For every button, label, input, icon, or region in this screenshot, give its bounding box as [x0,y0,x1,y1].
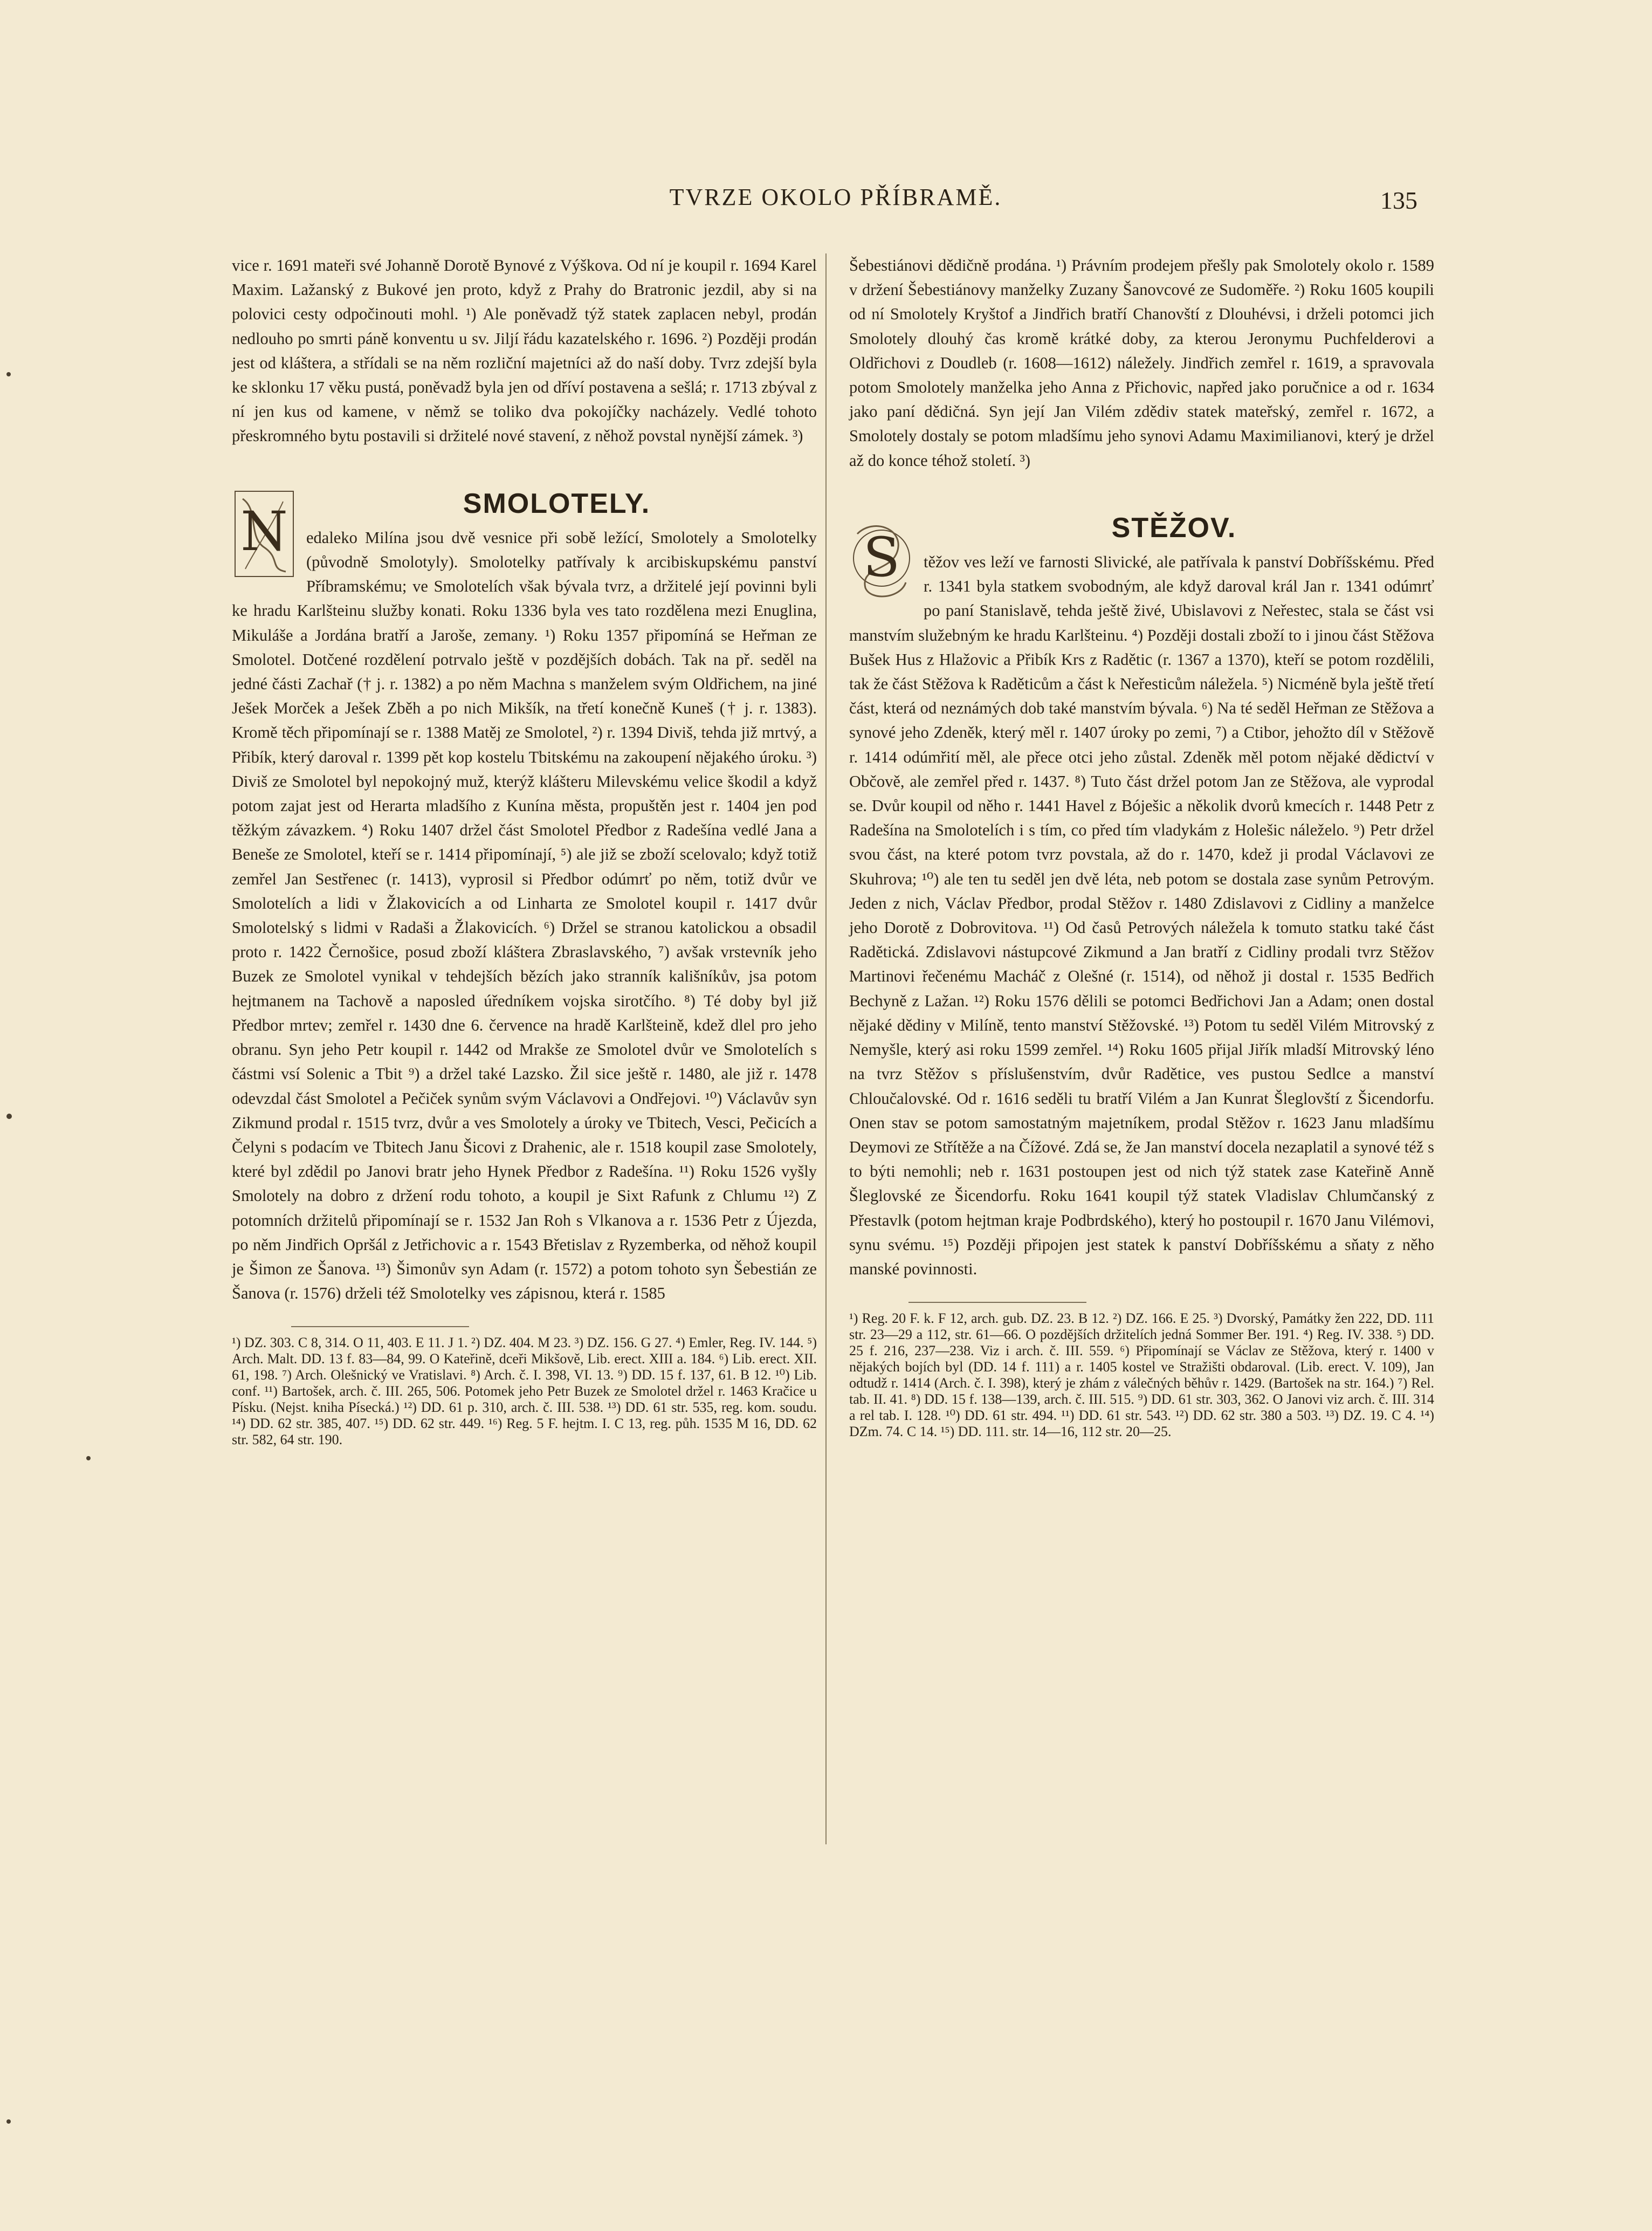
column-divider [825,253,827,1844]
margin-mark [6,2119,11,2124]
stezov-section-text: těžov ves leží ve farnosti Slivické, ale patřívala k panství Dobříšskému. Před r. 1341 byla statkem svobodným, ale když daroval král Jan r. 1341 odúmrť po paní Stanislavě, tehda ještě živé, Ubislavovi z Neřestec, stala se část vsi manstvím služebným ke hradu Karlšteinu. ⁴) Později dostali zboží to i jinou část Stěžova Bušek Hus z Hlažovic a Přibík Krs z Radětic (r. 1367 a 1370), kteří se potom rozdělili, tak že část Stěžova k Raděticům a část k Neřesticům náležela. ⁵) Nicméně byla ještě třetí část, která od neznámých dob také manstvím bývala. ⁶) Na té seděl Heřman ze Stěžova a synové jeho Zdeněk, který měl r. 1407 úroky po zemi, ⁷) a Ctibor, jehožto díl v Stěžově r. 1414 odúmřití měl, ale přece otci jeho zůstal. Zdeněk měl potom nějaké dědictví v Občově, ale zemřel před r. 1437. ⁸) Tuto část držel potom Jan ze Stěžova, ale vyprodal se. Dvůr koupil od něho r. 1441 Havel z Bóješic a několik dvorů kmecích r. 1448 Petr z Radešína na Smolotelích i s tím, co před tím vladykám z Holešic náleželo. ⁹) Petr držel svou část, na které potom tvrz povstala, až do r. 1470, kdež ji prodal Václavovi ze Skuhrova; ¹⁰) ale ten tu seděl jen dvě léta, neb potom se dostala zase synům Petrovým. Jeden z nich, Václav Předbor, prodal Stěžov r. 1480 Zdislavovi z Cidliny a manželce jeho Dorotě z Dobrovitova. ¹¹) Od časů Petrových náležela k tomuto statku také část Radětická. Zdislavovi nástupcové Zikmund a Jan bratří z Cidliny prodali tvrz Stěžov Martinovi řečenému Macháč z Olešné (r. 1514), od něhož ji dostal r. 1535 Bedřich Bechyně z Lažan. ¹²) Roku 1576 dělili se potomci Bedřichovi Jan a Adam; onen dostal nějaké dědiny v Milíně, tento manství Stěžovské. ¹³) Potom tu seděl Vilém Mitrovský z Nemyšle, který asi roku 1599 zemřel. ¹⁴) Roku 1605 přijal Jiřík mladší Mitrovský léno na tvrz Stěžov s příslušenstvím, dvůr Radětice, ves pustou Sedlce a manství Chloučalovské. Od r. 1616 seděli tu bratří Vilém a Jan Kunrat Šleglovští z Šicendorfu. Onen stav se potom samostatným majetníkem, prodal Stěžov r. 1623 Janu mladšímu Deymovi ze Střítěže a na Čížové. Zdá se, že Jan manství docela nezaplatil a synové též s to býti nemohli; neb r. 1631 postoupen jest od nich týž statek zase Kateřině Anně Šleglovské ze Šicendorfu. Roku 1641 koupil týž statek Vladislav Chlumčanský z Přestavlk (potom hejtman kraje Podbrdského), který ho postoupil r. 1670 Janu Vilémovi, synu svému. ¹⁵) Později připojen jest statek k panství Dobříšskému a sňaty z něho manské povinnosti. [849,553,1434,1278]
page-number: 135 [1380,187,1417,214]
footnote-rule [908,1302,1086,1303]
dropcap-s [849,512,914,604]
left-footnotes: ¹) DZ. 303. C 8, 314. O 11, 403. E 11. J 1. ²) DZ. 404. M 23. ³) DZ. 156. G 27. ⁴) Emler, Reg. IV. 144. ⁵) Arch. Malt. DD. 13 f. 83—84, 99. O Kateřině, dceři Mikšově, Lib. erect. XIII a. 184. ⁶) Lib. erect. XII. 61, 198. ⁷) Arch. Olešnický ve Vratislavi. ⁸) Arch. č. I. 398, VI. 13. ⁹) DD. 15 f. 137, 61. B 12. ¹⁰) Lib. conf. ¹¹) Bartošek, arch. č. III. 265, 506. Potomek jeho Petr Buzek ze Smolotel držel r. 1463 Kračice u Písku. (Nejst. kniha Písecká.) ¹²) DD. 61 p. 310, arch. č. III. 538. ¹³) DD. 61 str. 535, reg. kom. soudu. ¹⁴) DD. 62 str. 385, 407. ¹⁵) DD. 62 str. 449. ¹⁶) Reg. 5 F. hejtm. I. C 13, reg. půh. 1535 M 16, DD. 62 str. 582, 64 str. 190. [232,1335,817,1448]
svg-text:S: S [863,526,900,589]
right-column [849,253,1434,1440]
running-head: TVRZE OKOLO PŘÍBRAMĚ. [669,184,1002,210]
smolotely-section-text: edaleko Milína jsou dvě vesnice při sobě ležící, Smolotely a Smolotelky (původně Smolotyly). Smolotelky patřívaly k arcibiskupskému panství Příbramskému; ve Smolotelích však bývala tvrz, a držitelé její povinni byli ke hradu Karlšteinu služby konati. Roku 1336 byla ves tato rozdělena mezi Enuglina, Mikuláše a Jordána bratří a Jaroše, zemany. ¹) Roku 1357 připomíná se Heřman ze Smolotel. Dotčené rozdělení potrvalo ještě v pozdějších dobách. Tak na př. seděl na jedné části Zachař († j. r. 1382) a po něm Machna s manželem svým Oldřichem, na jiné Ješek Morček a Ješek Zběh a po nich Mikšík, na třetí konečně Kuneš († j. r. 1383). Kromě těch připomínají se r. 1388 Matěj ze Smolotel, ²) r. 1394 Diviš, tehda již mrtvý, a Přibík, který daroval r. 1399 pět kop kostelu Tbitskému na zakoupení nějakého úroku. ³) Diviš ze Smolotel byl nepokojný muž, kterýž klášteru Milevskému velice škodil a když potom zajat jest od Herarta mladšího z Kunína města, propuštěn jest r. 1404 jen pod těžkým závazkem. ⁴) Roku 1407 držel část Smolotel Předbor z Radešína vedlé Jana a Beneše ze Smolotel, kteří se r. 1414 připomínají, ⁵) ale již se zboží scelovalo; když totiž zemřel Jan Sestřenec (r. 1413), vyprosil si Předbor odúmrť po něm, totiž dvůr ve Smolotelích a lidi v Žlakovicích a od Linharta ze Smolotel koupil r. 1417 dvůr Smolotelský s lidmi v Radaši a Žlakovicích. ⁶) Držel se stranou katolickou a obsadil proto r. 1422 Černošice, posud zboží kláštera Zbraslavského, ⁷) avšak vrstevník jeho Buzek ze Smolotel vynikal v tehdejších bězích jako stranník kališníkův, jsa potom hejtmanem na Tachově a naposled úředníkem vojska sirotčího. ⁸) Té doby byl již Předbor mrtev; zemřel r. 1430 dne 6. července na hradě Karlšteině, kdež dlel pro jeho obranu. Syn jeho Petr koupil r. 1442 od Mrakše ze Smolotel dvůr ve Smolotelích s částmi vsí Solenic a Tbit ⁹) a držel také Lazsko. Žil sice ještě r. 1480, ale již r. 1478 odevzdal část Smolotel a Pečiček synům svým Václavovi a Ondřejovi. ¹⁰) Václavův syn Zikmund prodal r. 1515 tvrz, dvůr a ves Smolotely a úroky ve Tbitech, Vesci, Pečicích a Čelyni s podacím ve Tbitech Janu Šicovi z Drahenic, ale r. 1518 koupil zase Smolotely, které byl zdědil po Janovi bratr jeho Hynek Předbor z Radešína. ¹¹) Roku 1526 vyšly Smolotely na dobro z držení rodu tohoto, a koupil je Sixt Rafunk z Chlumu ¹²) Z potomních držitelů připomínají se r. 1532 Jan Roh s Vlkanova a r. 1536 Petr z Újezda, po něm Jindřich Opršál z Jetřichovic a r. 1543 Břetislav z Ryzemberka, od něhož koupil je Šimon ze Šanova. ¹³) Šimonův syn Adam (r. 1572) a potom tohoto syn Šebestián ze Šanova (r. 1576) drželi též Smolotelky ves zápisnou, která r. 1585 [232,528,817,1303]
right-footnotes: ¹) Reg. 20 F. k. F 12, arch. gub. DZ. 23. B 12. ²) DZ. 166. E 25. ³) Dvorský, Památky žen 222, DD. 111 str. 23—29 a 112, str. 61—66. O pozdějších držitelích jedná Sommer Ber. 191. ⁴) Reg. IV. 338. ⁵) DD. 25 f. 216, 237—238. Viz i arch. č. III. 559. ⁶) Připomínají se Václav ze Stěžova, který r. 1400 v nějakých bojích byl (DD. 14 f. 111) a r. 1405 kostel ve Stražišti obdaroval. (Lib. erect. V. 109), Jan odtudž r. 1414 (Arch. č. I. 398), který je zhám z válečných běhův r. 1429. (Bartošek na str. 164.) ⁷) Rel. tab. II. 41. ⁸) DD. 15 f. 138—139, arch. č. III. 515. ⁹) DD. 61 str. 303, 362. O Janovi viz arch. č. III. 314 a rel tab. I. 128. ¹⁰) DD. 61 str. 494. ¹¹) DD. 61 str. 543. ¹²) DD. 62 str. 380 a 503. ¹³) DZ. 19. C 4. ¹⁴) DZm. 74. C 14. ¹⁵) DD. 111. str. 14—16, 112 str. 20—25. [849,1310,1434,1440]
margin-mark [86,1456,91,1460]
margin-mark [6,1114,12,1119]
section-title-stezov: STĚŽOV. [1111,512,1237,544]
svg-text:N: N [240,499,288,563]
left-intro-text: vice r. 1691 mateři své Johanně Dorotě Bynové z Výškova. Od ní je koupil r. 1694 Karel Maxim. Lažanský z Bukové jen proto, když z Prahy do Bratronic jezdil, aby si na polovici cesty odpočinouti mohl. ¹) Ale poněvadž týž statek zaplacen nebyl, prodán nedlouho po smrti páně konventu u sv. Jiljí řádu kazatelského r. 1696. ²) Později prodán jest od kláštera, a střídali se na něm rozliční majetníci až do naší doby. Tvrz zdejší byla ke sklonku 17 věku pustá, poněvadž byla jen od dříví postavena a sešlá; r. 1713 zbýval z ní jen kus od kamene, v němž se toliko dva pokojíčky nacházely. Vedlé tohoto přeskromného bytu postavili si držitelé nové stavení, z něhož povstal nynější zámek. ³) [232,256,817,445]
margin-mark [6,372,11,376]
section-title-smolotely: SMOLOTELY. [463,488,651,519]
right-intro-text: Šebestiánovi dědičně prodána. ¹) Právním prodejem přešly pak Smolotely okolo r. 1589 v držení Šebestiánovy manželky Zuzany Šanovcové ze Sudoměře. ²) Roku 1605 koupili od ní Smolotely Kryštof a Jindřich bratří Chanovští z Dlouhévsi, i drželi potomci jich Smolotely dlouhý čas kromě krátké doby, za kterou Jeronymu Puchfelderovi a Oldřichovi z Doudleb (r. 1608—1612) náležely. Jindřich zemřel r. 1619, a spravovala potom Smolotely manželka jeho Anna z Přichovic, napřed jako poručnice a od r. 1634 jako paní dědičná. Syn její Jan Vilém zdědiv statek mateřský, zemřel r. 1672, a Smolotely dostaly se potom mladšímu jeho synovi Adamu Maximilianovi, který je držel až do konce téhož století. ³) [849,256,1434,470]
ornament-initial-icon [849,512,914,604]
left-column [232,253,817,1448]
dropcap-n [232,488,297,580]
ornament-initial-icon [232,488,297,580]
footnote-rule [291,1326,469,1327]
